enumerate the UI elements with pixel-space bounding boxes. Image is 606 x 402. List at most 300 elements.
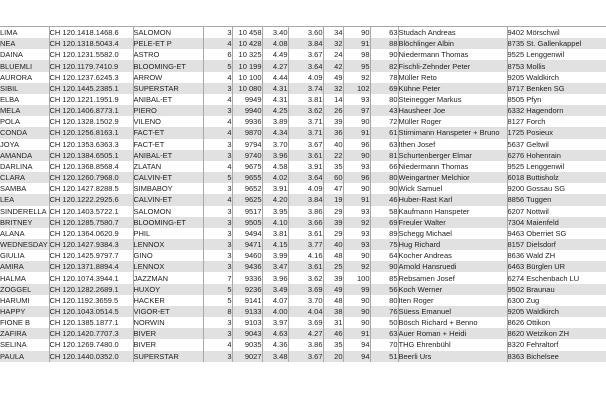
cell-value_b: 91	[343, 127, 370, 138]
cell-fat_pct: 3.70	[262, 139, 288, 150]
cell-value_a: 39	[323, 116, 343, 127]
cell-location: 6463 Bürglen UR	[507, 261, 606, 272]
cell-id_number: CH 120.1353.6363.3	[49, 139, 133, 150]
cell-value_a: 39	[323, 272, 343, 283]
cell-value_c: 89	[370, 228, 398, 239]
cell-value_a: 25	[323, 261, 343, 272]
cell-owner: Auer Roman + Heidi	[398, 328, 507, 339]
cell-fat_pct: 4.15	[262, 239, 288, 250]
cell-value_b: 94	[343, 351, 370, 362]
cell-value_c: 76	[370, 306, 398, 317]
cell-value_c: 63	[370, 328, 398, 339]
cell-lactations: 4	[203, 161, 232, 172]
cell-fat_pct: 3.40	[262, 27, 288, 39]
cell-milk_kg: 10 100	[232, 72, 262, 83]
cell-owner: Kaufmann Hanspeter	[398, 206, 507, 217]
cell-protein_pct: 3.60	[288, 27, 323, 39]
cell-value_c: 81	[370, 150, 398, 161]
cell-sire: HACKER	[133, 295, 203, 306]
cell-value_a: 32	[323, 83, 343, 94]
cell-value_a: 32	[323, 38, 343, 49]
cell-name: SINDERELLA	[0, 206, 49, 217]
table-row	[0, 183, 606, 194]
cell-value_c: 46	[370, 194, 398, 205]
cell-value_c: 88	[370, 38, 398, 49]
cell-value_a: 24	[323, 49, 343, 60]
cell-sire: ASTRO	[133, 49, 203, 60]
cell-lactations: 5	[203, 60, 232, 71]
cow-ranking-table	[0, 26, 606, 362]
cell-owner: Schurtenberger Elmar	[398, 150, 507, 161]
cell-value_c: 61	[370, 127, 398, 138]
cell-milk_kg: 9103	[232, 317, 262, 328]
cell-lactations: 4	[203, 94, 232, 105]
cell-location: 7304 Maienfeld	[507, 217, 606, 228]
cell-name: DAINA	[0, 49, 49, 60]
cell-value_b: 92	[343, 217, 370, 228]
table-row	[0, 295, 606, 306]
cell-owner: Kühne Peter	[398, 83, 507, 94]
cell-id_number: CH 120.1269.7480.0	[49, 339, 133, 350]
cell-value_c: 63	[370, 27, 398, 39]
cell-owner: Huber-Rast Karl	[398, 194, 507, 205]
cell-fat_pct: 3.48	[262, 351, 288, 362]
cell-sire: SIMBABOY	[133, 183, 203, 194]
cell-protein_pct: 3.64	[288, 172, 323, 183]
cell-name: PAULA	[0, 351, 49, 362]
cell-value_a: 29	[323, 206, 343, 217]
cell-id_number: CH 120.1406.8773.1	[49, 105, 133, 116]
cell-id_number: CH 120.1418.1468.6	[49, 27, 133, 39]
cell-value_a: 38	[323, 306, 343, 317]
cell-owner: Fischli-Zehnder Peter	[398, 60, 507, 71]
cell-fat_pct: 4.49	[262, 49, 288, 60]
cell-sire: FACT-ET	[133, 139, 203, 150]
cell-value_c: 80	[370, 295, 398, 306]
cell-value_c: 64	[370, 250, 398, 261]
cell-lactations: 3	[203, 317, 232, 328]
cell-id_number: CH 120.1368.8568.4	[49, 161, 133, 172]
cell-protein_pct: 3.67	[288, 49, 323, 60]
cell-fat_pct: 3.96	[262, 272, 288, 283]
cell-value_c: 80	[370, 172, 398, 183]
cell-value_a: 20	[323, 351, 343, 362]
cell-sire: PELE-ET P	[133, 38, 203, 49]
cell-id_number: CH 120.1384.6505.1	[49, 150, 133, 161]
cell-protein_pct: 3.84	[288, 38, 323, 49]
cell-milk_kg: 9460	[232, 250, 262, 261]
table-row	[0, 306, 606, 317]
cell-protein_pct: 3.61	[288, 261, 323, 272]
table-row	[0, 116, 606, 127]
cell-protein_pct: 3.69	[288, 317, 323, 328]
cell-value_a: 26	[323, 105, 343, 116]
cell-sire: PIERO	[133, 105, 203, 116]
cell-name: ZOGGEL	[0, 284, 49, 295]
table-row	[0, 206, 606, 217]
cell-id_number: CH 120.1256.8163.1	[49, 127, 133, 138]
cell-owner: Kocher Andreas	[398, 250, 507, 261]
cell-location: 8753 Mollis	[507, 60, 606, 71]
cell-lactations: 4	[203, 194, 232, 205]
cell-location: 6274 Eschenbach LU	[507, 272, 606, 283]
cell-sire: SUPERSTAR	[133, 351, 203, 362]
cell-value_b: 91	[343, 38, 370, 49]
cell-lactations: 6	[203, 49, 232, 60]
cell-milk_kg: 9494	[232, 228, 262, 239]
cell-protein_pct: 3.71	[288, 116, 323, 127]
cell-location: 9205 Waldkirch	[507, 72, 606, 83]
cell-owner: Weingartner Melchior	[398, 172, 507, 183]
cell-protein_pct: 3.69	[288, 284, 323, 295]
cell-name: NEA	[0, 38, 49, 49]
cell-value_c: 72	[370, 116, 398, 127]
cell-value_b: 90	[343, 150, 370, 161]
cell-owner: Müller Reto	[398, 72, 507, 83]
cell-value_a: 22	[323, 150, 343, 161]
table-row	[0, 239, 606, 250]
cell-value_a: 42	[323, 60, 343, 71]
cell-value_b: 96	[343, 172, 370, 183]
cell-value_a: 48	[323, 250, 343, 261]
cell-fat_pct: 3.97	[262, 317, 288, 328]
cell-location: 6332 Hagendorn	[507, 105, 606, 116]
cell-value_c: 78	[370, 72, 398, 83]
cell-sire: SUPERSTAR	[133, 83, 203, 94]
cell-id_number: CH 120.1282.2689.1	[49, 284, 133, 295]
cell-fat_pct: 4.44	[262, 72, 288, 83]
table-row	[0, 194, 606, 205]
cell-value_a: 48	[323, 295, 343, 306]
cell-fat_pct: 4.25	[262, 105, 288, 116]
cell-milk_kg: 10 325	[232, 49, 262, 60]
cell-value_a: 40	[323, 139, 343, 150]
cell-value_b: 90	[343, 306, 370, 317]
table-row	[0, 127, 606, 138]
cell-owner: Niedermann Thomas	[398, 161, 507, 172]
cell-milk_kg: 9936	[232, 116, 262, 127]
cell-owner: Blöchlinger Albin	[398, 38, 507, 49]
cell-value_b: 100	[343, 272, 370, 283]
cell-lactations: 3	[203, 261, 232, 272]
cell-value_b: 90	[343, 295, 370, 306]
cell-name: DARLINA	[0, 161, 49, 172]
cell-value_b: 91	[343, 328, 370, 339]
cell-value_c: 56	[370, 284, 398, 295]
cell-fat_pct: 3.49	[262, 284, 288, 295]
cell-location: 1725 Posieux	[507, 127, 606, 138]
cell-protein_pct: 3.74	[288, 83, 323, 94]
cell-name: MELA	[0, 105, 49, 116]
cell-value_b: 93	[343, 206, 370, 217]
cell-milk_kg: 9336	[232, 272, 262, 283]
cell-location: 5637 Geltwil	[507, 139, 606, 150]
cell-owner: Niedermann Thomas	[398, 49, 507, 60]
table-row	[0, 38, 606, 49]
cell-protein_pct: 4.27	[288, 328, 323, 339]
cell-value_b: 90	[343, 183, 370, 194]
cell-sire: VIGOR-ET	[133, 306, 203, 317]
cell-value_b: 90	[343, 317, 370, 328]
cell-fat_pct: 4.07	[262, 295, 288, 306]
cell-name: HAPPY	[0, 306, 49, 317]
cell-id_number: CH 120.1231.5582.0	[49, 49, 133, 60]
cell-sire: PHIL	[133, 228, 203, 239]
cell-sire: NORWIN	[133, 317, 203, 328]
cell-location: 9463 Oberriet SG	[507, 228, 606, 239]
cell-id_number: CH 120.1427.8288.5	[49, 183, 133, 194]
cell-sire: VILENO	[133, 116, 203, 127]
cell-protein_pct: 3.67	[288, 351, 323, 362]
cell-sire: BLOOMING-ET	[133, 217, 203, 228]
cell-fat_pct: 4.34	[262, 127, 288, 138]
cell-owner: Hug Richard	[398, 239, 507, 250]
cell-milk_kg: 9870	[232, 127, 262, 138]
cell-milk_kg: 9236	[232, 284, 262, 295]
cell-milk_kg: 9027	[232, 351, 262, 362]
cell-location: 8320 Fehraltorf	[507, 339, 606, 350]
cell-location: 6018 Buttisholz	[507, 172, 606, 183]
table-body	[0, 27, 606, 362]
cell-sire: CALVIN-ET	[133, 194, 203, 205]
cell-value_c: 90	[370, 261, 398, 272]
cell-value_c: 69	[370, 83, 398, 94]
cell-value_a: 46	[323, 328, 343, 339]
cell-protein_pct: 3.62	[288, 272, 323, 283]
cell-lactations: 3	[203, 150, 232, 161]
cell-value_a: 60	[323, 172, 343, 183]
cell-fat_pct: 4.08	[262, 38, 288, 49]
cell-value_b: 98	[343, 49, 370, 60]
cell-milk_kg: 9794	[232, 139, 262, 150]
cell-protein_pct: 3.91	[288, 161, 323, 172]
cell-milk_kg: 9043	[232, 328, 262, 339]
cell-value_a: 31	[323, 317, 343, 328]
cell-sire: ZLATAN	[133, 161, 203, 172]
table-row	[0, 83, 606, 94]
cell-value_a: 40	[323, 239, 343, 250]
cell-name: JOYA	[0, 139, 49, 150]
cell-protein_pct: 3.61	[288, 228, 323, 239]
cell-location: 8620 Wetzikon ZH	[507, 328, 606, 339]
cell-value_a: 19	[323, 194, 343, 205]
cell-id_number: CH 120.1385.1877.1	[49, 317, 133, 328]
cell-id_number: CH 120.1328.1502.9	[49, 116, 133, 127]
table-row	[0, 72, 606, 83]
cell-lactations: 3	[203, 206, 232, 217]
cell-value_c: 51	[370, 351, 398, 362]
cell-name: GIULIA	[0, 250, 49, 261]
cell-value_a: 34	[323, 27, 343, 39]
cell-location: 9205 Waldkirch	[507, 306, 606, 317]
cell-fat_pct: 3.91	[262, 183, 288, 194]
cell-lactations: 5	[203, 295, 232, 306]
cell-location: 8717 Benken SG	[507, 83, 606, 94]
cell-lactations: 4	[203, 72, 232, 83]
cell-value_b: 92	[343, 72, 370, 83]
table-row	[0, 150, 606, 161]
cell-milk_kg: 10 080	[232, 83, 262, 94]
cell-id_number: CH 120.1179.7410.9	[49, 60, 133, 71]
cell-owner: Hausheer Joe	[398, 105, 507, 116]
cell-owner: Freuler Walter	[398, 217, 507, 228]
cell-milk_kg: 9652	[232, 183, 262, 194]
cell-sire: LENNOX	[133, 261, 203, 272]
cell-lactations: 3	[203, 139, 232, 150]
cell-id_number: CH 120.1371.8894.4	[49, 261, 133, 272]
cell-name: HALMA	[0, 272, 49, 283]
cell-id_number: CH 120.1222.2925.6	[49, 194, 133, 205]
cell-value_c: 50	[370, 317, 398, 328]
cell-lactations: 3	[203, 217, 232, 228]
cell-id_number: CH 120.1043.0514.5	[49, 306, 133, 317]
cell-lactations: 3	[203, 351, 232, 362]
cell-id_number: CH 120.1074.3944.1	[49, 272, 133, 283]
cell-protein_pct: 3.71	[288, 127, 323, 138]
cell-sire: JAZZMAN	[133, 272, 203, 283]
cell-protein_pct: 3.86	[288, 339, 323, 350]
cell-location: 8127 Forch	[507, 116, 606, 127]
cell-lactations: 3	[203, 83, 232, 94]
cell-milk_kg: 9655	[232, 172, 262, 183]
cell-id_number: CH 120.1403.5722.1	[49, 206, 133, 217]
table-row	[0, 272, 606, 283]
cell-protein_pct: 3.67	[288, 139, 323, 150]
cell-id_number: CH 120.1420.7707.3	[49, 328, 133, 339]
cell-id_number: CH 120.1440.0352.0	[49, 351, 133, 362]
cell-milk_kg: 9517	[232, 206, 262, 217]
cell-id_number: CH 120.1285.7580.7	[49, 217, 133, 228]
cell-location: 8505 Pfyn	[507, 94, 606, 105]
cell-protein_pct: 4.04	[288, 306, 323, 317]
cell-sire: LENNOX	[133, 239, 203, 250]
cell-owner: Arnold Hansruedi	[398, 261, 507, 272]
cell-name: LIMA	[0, 27, 49, 39]
cell-milk_kg: 9035	[232, 339, 262, 350]
cell-value_a: 36	[323, 127, 343, 138]
cell-sire: ANIBAL-ET	[133, 94, 203, 105]
cell-name: AMANDA	[0, 150, 49, 161]
cell-id_number: CH 120.1237.6245.3	[49, 72, 133, 83]
cell-value_c: 66	[370, 161, 398, 172]
table-row	[0, 94, 606, 105]
cell-value_b: 93	[343, 161, 370, 172]
cell-value_c: 69	[370, 217, 398, 228]
cell-value_b: 93	[343, 94, 370, 105]
cell-milk_kg: 9133	[232, 306, 262, 317]
cell-owner: Wick Samuel	[398, 183, 507, 194]
cell-value_c: 43	[370, 105, 398, 116]
cell-name: CLARA	[0, 172, 49, 183]
cell-fat_pct: 3.99	[262, 250, 288, 261]
cell-milk_kg: 10 458	[232, 27, 262, 39]
cell-protein_pct: 3.77	[288, 239, 323, 250]
cell-id_number: CH 120.1364.0620.9	[49, 228, 133, 239]
cell-value_c: 80	[370, 94, 398, 105]
cell-value_b: 96	[343, 139, 370, 150]
cell-owner: Koch Werner	[398, 284, 507, 295]
table-row	[0, 328, 606, 339]
cell-value_b: 92	[343, 261, 370, 272]
table-row	[0, 105, 606, 116]
table-row	[0, 49, 606, 60]
table-row	[0, 339, 606, 350]
cell-milk_kg: 9740	[232, 150, 262, 161]
cell-sire: BIVER	[133, 339, 203, 350]
cell-id_number: CH 120.1445.2385.1	[49, 83, 133, 94]
cell-owner: Ithen Josef	[398, 139, 507, 150]
cell-value_b: 102	[343, 83, 370, 94]
cell-fat_pct: 4.58	[262, 161, 288, 172]
cell-milk_kg: 9505	[232, 217, 262, 228]
cell-location: 6300 Zug	[507, 295, 606, 306]
cell-milk_kg: 9625	[232, 194, 262, 205]
cell-location: 9502 Braunau	[507, 284, 606, 295]
cell-owner: Studach Andreas	[398, 27, 507, 39]
cell-location: 8157 Dielsdorf	[507, 239, 606, 250]
cell-sire: ARROW	[133, 72, 203, 83]
table-row	[0, 60, 606, 71]
cell-protein_pct: 3.61	[288, 150, 323, 161]
table-row	[0, 250, 606, 261]
cell-value_b: 93	[343, 239, 370, 250]
cell-value_c: 58	[370, 206, 398, 217]
cell-location: 9402 Mörschwil	[507, 27, 606, 39]
cell-value_a: 29	[323, 228, 343, 239]
cell-value_a: 35	[323, 339, 343, 350]
cell-owner: Stirnimann Hanspeter + Bruno	[398, 127, 507, 138]
cell-value_b: 94	[343, 339, 370, 350]
cell-fat_pct: 4.27	[262, 60, 288, 71]
cell-location: 8735 St. Gallenkappel	[507, 38, 606, 49]
cell-sire: CALVIN-ET	[133, 172, 203, 183]
table-row	[0, 217, 606, 228]
cell-milk_kg: 9949	[232, 94, 262, 105]
cell-name: HARUMI	[0, 295, 49, 306]
cell-lactations: 3	[203, 105, 232, 116]
cell-value_c: 82	[370, 60, 398, 71]
cell-name: SAMBA	[0, 183, 49, 194]
cell-owner: Bösch Richard + Benno	[398, 317, 507, 328]
cell-value_c: 63	[370, 139, 398, 150]
cell-name: AMIRA	[0, 261, 49, 272]
cell-fat_pct: 3.95	[262, 206, 288, 217]
cell-fat_pct: 4.36	[262, 339, 288, 350]
cell-fat_pct: 3.89	[262, 116, 288, 127]
cell-name: SELINA	[0, 339, 49, 350]
cell-sire: BIVER	[133, 328, 203, 339]
table-row	[0, 139, 606, 150]
cell-lactations: 3	[203, 250, 232, 261]
cell-value_b: 97	[343, 105, 370, 116]
cell-id_number: CH 120.1260.7968.0	[49, 172, 133, 183]
cell-owner: Müller Roger	[398, 116, 507, 127]
cell-protein_pct: 4.09	[288, 72, 323, 83]
cell-name: ELBA	[0, 94, 49, 105]
cell-fat_pct: 3.81	[262, 228, 288, 239]
cell-lactations: 3	[203, 27, 232, 39]
cell-location: 9525 Lenggenwil	[507, 49, 606, 60]
cell-name: LEA	[0, 194, 49, 205]
cell-name: FIONE B	[0, 317, 49, 328]
cell-lactations: 7	[203, 272, 232, 283]
cell-owner: Süess Emanuel	[398, 306, 507, 317]
cell-value_b: 95	[343, 60, 370, 71]
cell-value_a: 35	[323, 161, 343, 172]
cell-fat_pct: 3.96	[262, 150, 288, 161]
cell-fat_pct: 3.47	[262, 261, 288, 272]
cell-id_number: CH 120.1427.9384.3	[49, 239, 133, 250]
